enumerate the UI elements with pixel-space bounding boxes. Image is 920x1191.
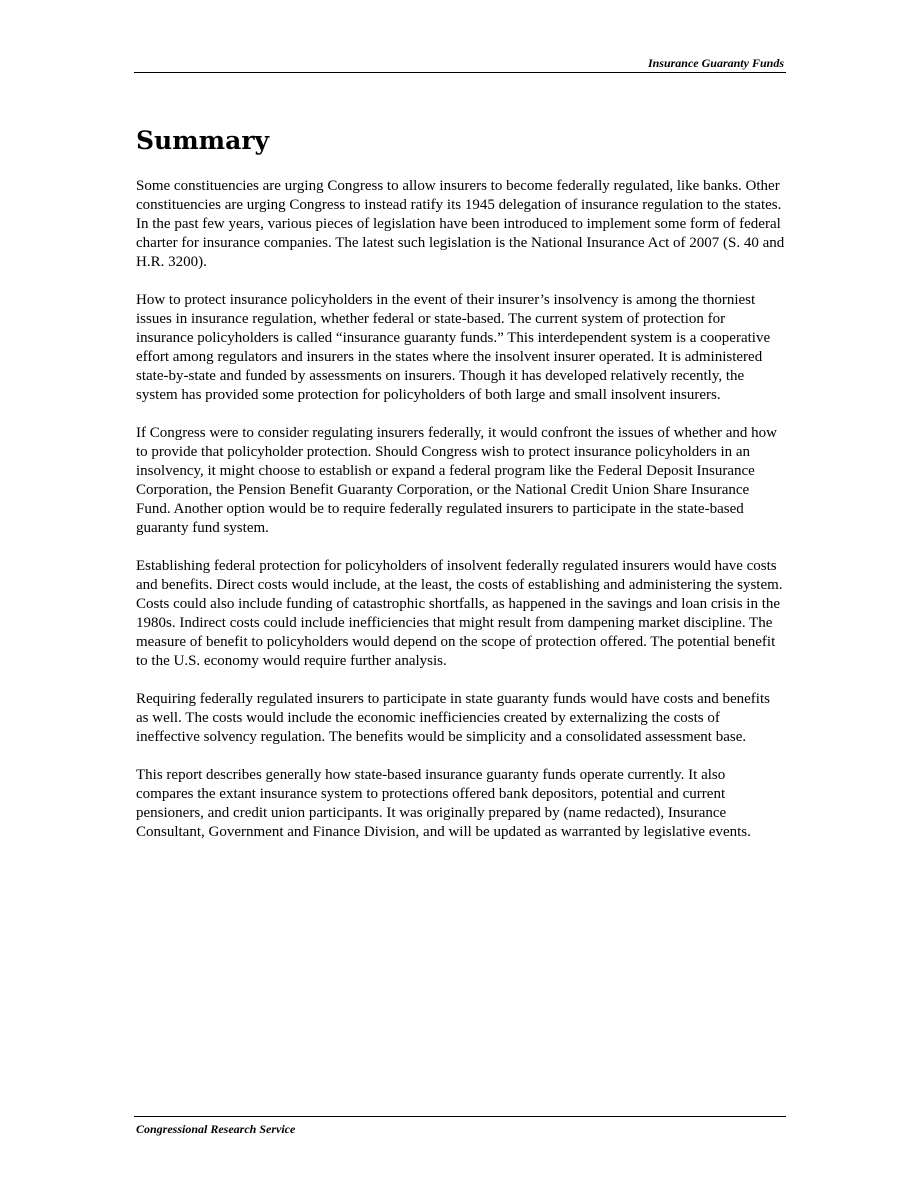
summary-paragraph: Requiring federally regulated insurers to participate in state guaranty funds would have costs and benefits as well. The costs would include the economic inefficiencies created by externalizing the costs of ineffective solvency regulation. The benefits would be simplicity and a consolidated assessment base. — [136, 691, 770, 745]
summary-paragraph: How to protect insurance policyholders in the event of their insurer’s insolvency is among the thorniest issues in insurance regulation, whether federal or state-based. The current system of protection for insurance policyholders is called “insurance guaranty funds.” This interdependent system is a cooperative effort among regulators and insurers in the states where the insolvent insurer operated. It is administered state-by-state and funded by assessments on insurers. Though it has developed relatively recently, the system has provided some protection for policyholders of both large and small insolvent insurers. — [136, 292, 771, 403]
summary-paragraph: Some constituencies are urging Congress to allow insurers to become federally regulated, like banks. Other constituencies are urging Congress to instead ratify its 1945 delegation of insurance regulation to the states. In the past few years, various pieces of legislation have been introduced to implement some form of federal charter for insurance companies. The latest such legislation is the National Insurance Act of 2007 (S. 40 and H.R. 3200). — [136, 178, 785, 270]
summary-paragraph: This report describes generally how state-based insurance guaranty funds operate currently. It also compares the extant insurance system to protections offered bank depositors, potential and current pensioners, and credit union participants. It was originally prepared by (name redacted), Insurance Consultant, Government and Finance Division, and will be updated as warranted by legislative events. — [136, 767, 751, 840]
running-footer — [134, 1116, 786, 1136]
page-title: Summary — [136, 126, 270, 155]
summary-paragraph: If Congress were to consider regulating insurers federally, it would confront the issues of whether and how to provide that policyholder protection. Should Congress wish to protect insurance policyholders in an insolvency, it might choose to establish or expand a federal program like the Federal Deposit Insurance Corporation, the Pension Benefit Guaranty Corporation, or the National Credit Union Share Insurance Fund. Another option would be to require federally regulated insurers to participate in the state-based guaranty fund system. — [136, 425, 777, 536]
summary-paragraph: Establishing federal protection for policyholders of insolvent federally regulated insurers would have costs and benefits. Direct costs would include, at the least, the costs of establishing and administering the system. Costs could also include funding of catastrophic shortfalls, as happened in the savings and loan crisis in the 1980s. Indirect costs could include inefficiencies that might result from dampening market discipline. The measure of benefit to policyholders would depend on the scope of protection offered. The potential benefit to the U.S. economy would require further analysis. — [136, 558, 783, 669]
running-footer-publisher: Congressional Research Service — [136, 1122, 296, 1136]
running-header — [134, 56, 786, 73]
summary-body — [136, 177, 786, 861]
running-header-title: Insurance Guaranty Funds — [647, 56, 784, 70]
